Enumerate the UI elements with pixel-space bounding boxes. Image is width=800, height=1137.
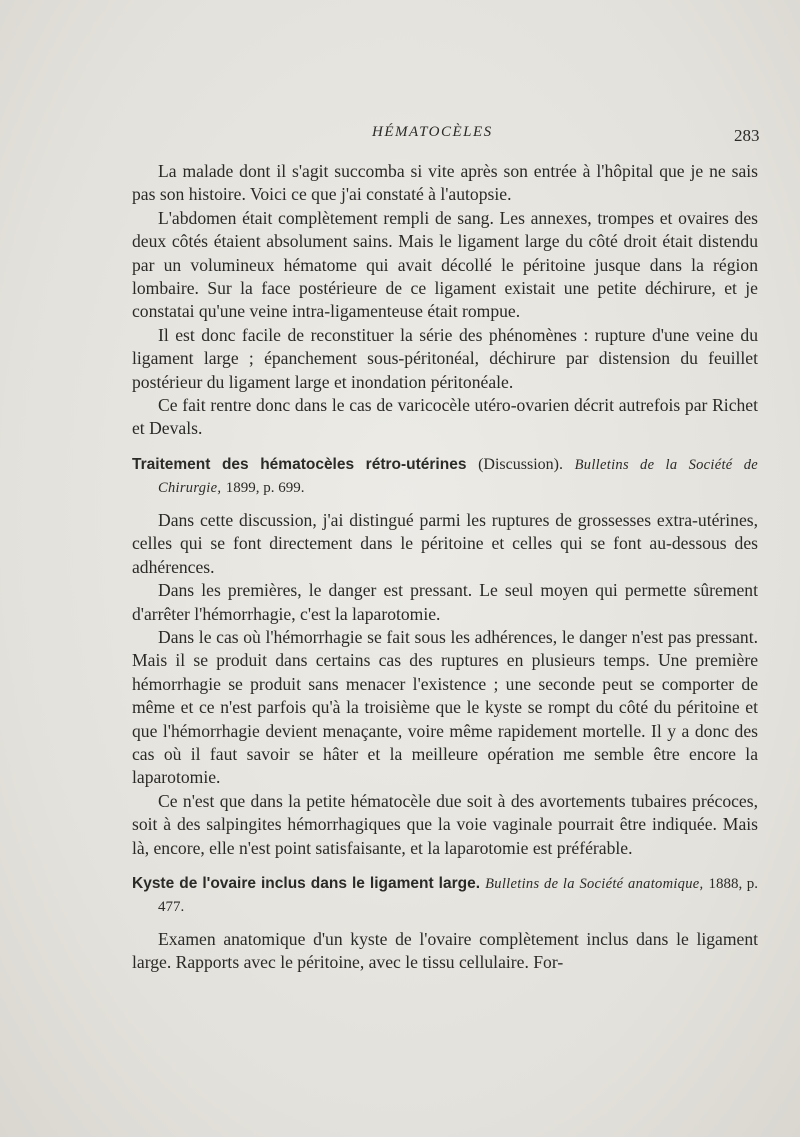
entry-title: Traitement des hématocèles rétro-utérines bbox=[132, 455, 467, 473]
entry-reference: 1888, p. 477. bbox=[158, 875, 759, 915]
bibliography-entry-heading bbox=[132, 453, 758, 499]
entry-title: Kyste de l'ovaire inclus dans le ligament large. bbox=[132, 874, 481, 892]
entry-reference: 1899, p. 699. bbox=[225, 479, 305, 496]
paragraph: Ce fait rentre donc dans le cas de varicocèle utéro-ovarien décrit autrefois par Richet et Devals. bbox=[132, 395, 758, 439]
paragraph: L'abdomen était complètement rempli de sang. Les annexes, trompes et ovaires des deux côtés étaient absolument sains. Mais le ligament large du côté droit était distendu par un volumineux hématome qui avait décollé le péritoine jusque dans la région lombaire. Sur la face postérieure de ce ligament existait une petite déchirure, et je constatai qu'une veine intra-ligamenteuse était rompue. bbox=[132, 207, 758, 322]
paragraph: Dans cette discussion, j'ai distingué parmi les ruptures de grossesses extra-utérines, celles qui se font directement dans le péritoine et celles qui se font au-dessous des adhérences. bbox=[132, 509, 758, 577]
bibliography-entry-heading bbox=[132, 872, 758, 918]
paragraph: La malade dont il s'agit succomba si vite après son entrée à l'hôpital que je ne sais pas son histoire. Voici ce que j'ai constaté à l'autopsie. bbox=[132, 161, 758, 205]
running-head bbox=[0, 124, 800, 148]
page-body bbox=[132, 160, 758, 975]
entry-source: Bulletins de la Société de Chirurgie, bbox=[158, 456, 758, 496]
paragraph: Dans le cas où l'hémorrhagie se fait sous les adhérences, le danger n'est pas pressant. Mais il se produit dans certains cas des ruptures en plusieurs temps. Une première hémorrhagie se produit sans menacer l'existence ; une seconde peut se comporter de même et ce n'est parfois qu'à la troisième que le kyste se rompt du côté du péritoine et que l'hémorrhagie devient menaçante, voire même rapidement mortelle. Il y a donc des cas où il faut savoir se hâter et la meilleure opération me semble être encore la laparotomie. bbox=[132, 626, 758, 788]
entry-source: Bulletins de la Société anatomique, bbox=[485, 875, 704, 892]
paragraph: Il est donc facile de reconstituer la série des phénomènes : rupture d'une veine du ligament large ; épanchement sous-péritonéal, déchirure par distension du feuillet postérieur du ligament large et inondation péritonéale. bbox=[132, 324, 758, 392]
entry-kind: (Discussion). bbox=[478, 455, 563, 473]
page-number: 283 bbox=[734, 126, 760, 145]
paragraph: Ce n'est que dans la petite hématocèle due soit à des avortements tubaires précoces, soit à des salpingites hémorrhagiques que la voie vaginale pourrait être indiquée. Mais là, encore, elle n'est point satisfaisante, et la laparotomie est préférable. bbox=[132, 790, 758, 858]
running-title: HÉMATOCÈLES bbox=[372, 124, 493, 140]
paragraph: Examen anatomique d'un kyste de l'ovaire complètement inclus dans le ligament large. Rapports avec le péritoine, avec le tissu cellulaire. For- bbox=[132, 928, 758, 973]
paragraph: Dans les premières, le danger est pressant. Le seul moyen qui permette sûrement d'arrêter l'hémorrhagie, c'est la laparotomie. bbox=[132, 580, 758, 624]
